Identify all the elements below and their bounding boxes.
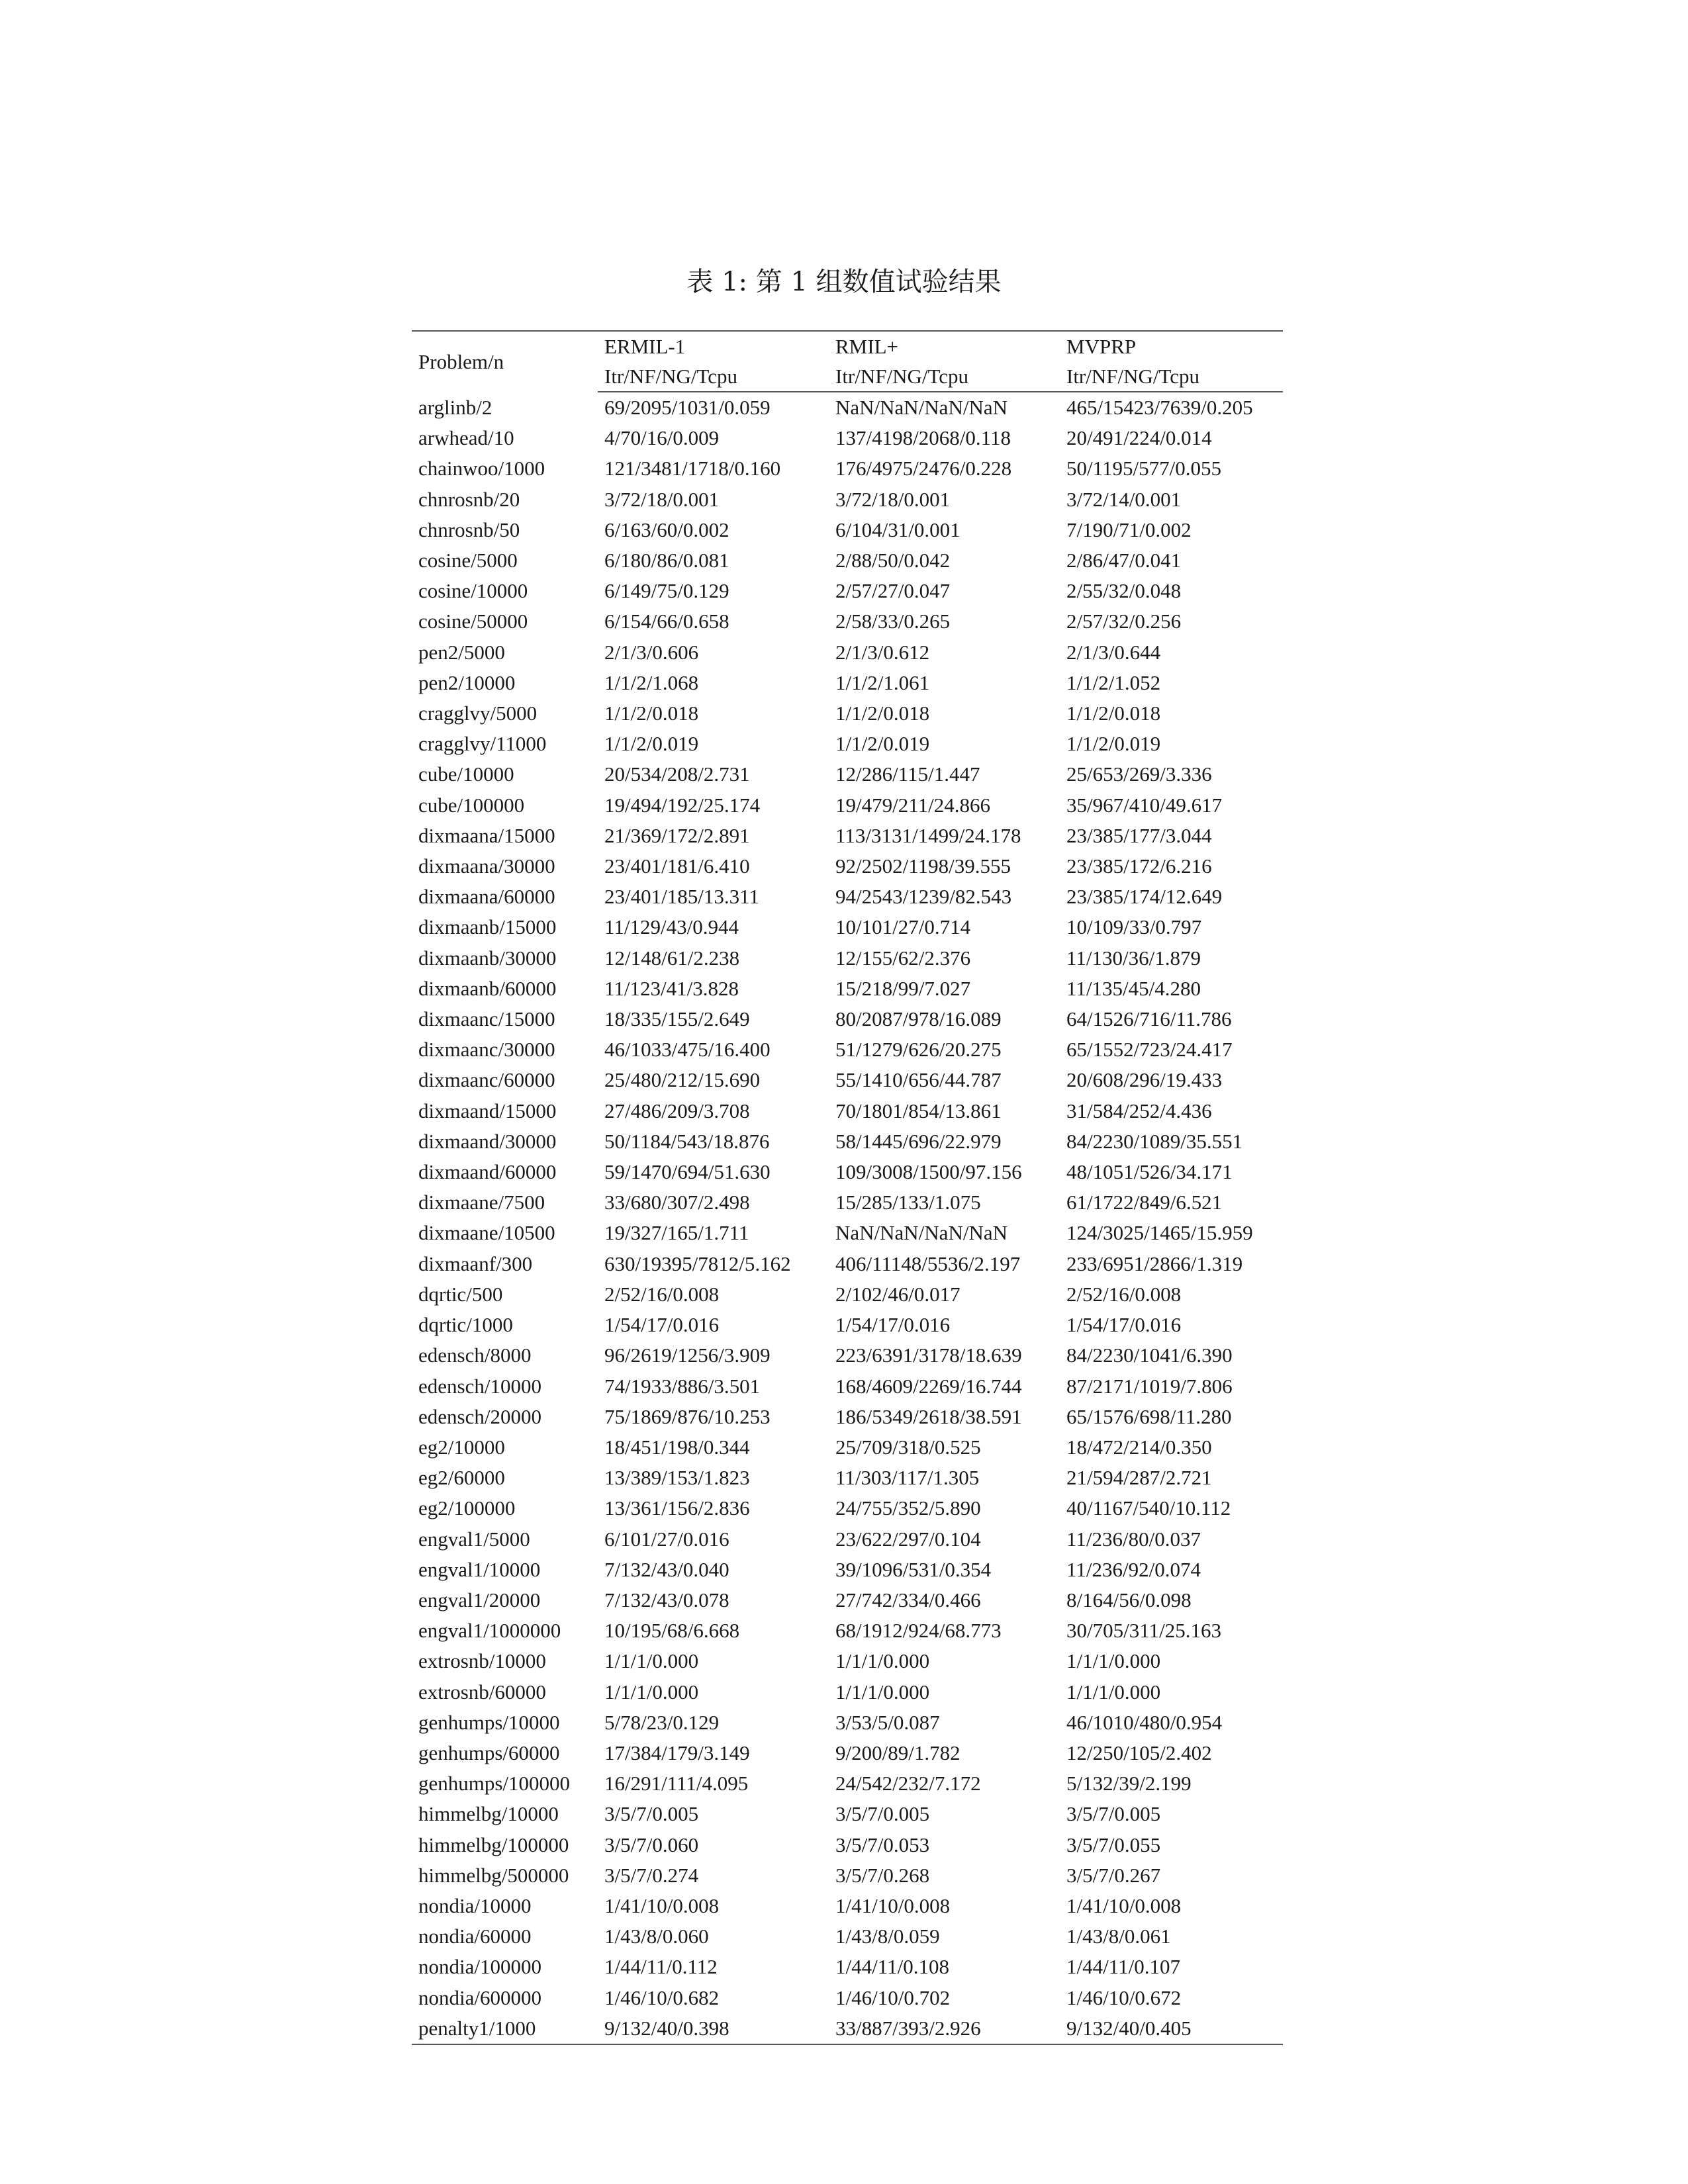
table-header xyxy=(412,331,1283,392)
cell-mvprp: 11/236/92/0.074 xyxy=(1066,1557,1201,1581)
cell-rmil-plus: 92/2502/1198/39.555 xyxy=(835,854,1011,878)
cell-ermil-1: 6/149/75/0.129 xyxy=(604,579,729,603)
cell-problem: dixmaana/15000 xyxy=(418,823,555,847)
cell-mvprp: 84/2230/1089/35.551 xyxy=(1066,1129,1243,1153)
cell-mvprp: 1/1/1/0.000 xyxy=(1066,1680,1161,1704)
cell-mvprp: 23/385/177/3.044 xyxy=(1066,823,1212,847)
cell-ermil-1: 13/389/153/1.823 xyxy=(604,1466,750,1490)
cell-rmil-plus: 94/2543/1239/82.543 xyxy=(835,885,1012,909)
cell-mvprp: 2/52/16/0.008 xyxy=(1066,1282,1182,1306)
cell-ermil-1: 1/43/8/0.060 xyxy=(604,1925,709,1948)
cell-mvprp: 65/1552/723/24.417 xyxy=(1066,1038,1233,1062)
cell-ermil-1: 11/129/43/0.944 xyxy=(604,915,739,939)
cell-rmil-plus: 3/53/5/0.087 xyxy=(835,1710,940,1734)
cell-problem: nondia/600000 xyxy=(418,1985,541,2009)
cell-rmil-plus: 3/72/18/0.001 xyxy=(835,487,951,511)
cell-ermil-1: 74/1933/886/3.501 xyxy=(604,1374,761,1398)
cell-mvprp: 20/608/296/19.433 xyxy=(1066,1068,1223,1092)
cell-rmil-plus: 55/1410/656/44.787 xyxy=(835,1068,1002,1092)
table-row xyxy=(412,1768,1283,1799)
cell-problem: chnrosnb/50 xyxy=(418,518,520,541)
cell-problem: genhumps/60000 xyxy=(418,1741,560,1764)
cell-rmil-plus: 1/1/2/1.061 xyxy=(835,670,930,694)
cell-rmil-plus: 2/58/33/0.265 xyxy=(835,610,951,633)
cell-rmil-plus: 1/43/8/0.059 xyxy=(835,1925,940,1948)
cell-problem: arglinb/2 xyxy=(418,395,492,419)
cell-mvprp: 1/1/2/0.019 xyxy=(1066,732,1161,756)
cell-problem: dixmaand/60000 xyxy=(418,1160,557,1184)
cell-mvprp: 30/705/311/25.163 xyxy=(1066,1619,1221,1643)
cell-mvprp: 65/1576/698/11.280 xyxy=(1066,1404,1232,1428)
cell-ermil-1: 17/384/179/3.149 xyxy=(604,1741,750,1764)
table-row xyxy=(412,1555,1283,1585)
cell-mvprp: 11/135/45/4.280 xyxy=(1066,976,1201,1000)
cell-ermil-1: 5/78/23/0.129 xyxy=(604,1710,720,1734)
cell-ermil-1: 1/1/1/0.000 xyxy=(604,1680,699,1704)
table-row xyxy=(412,974,1283,1004)
table-row xyxy=(412,1860,1283,1891)
cell-mvprp: 23/385/172/6.216 xyxy=(1066,854,1212,878)
cell-mvprp: 3/5/7/0.267 xyxy=(1066,1863,1161,1887)
table-row xyxy=(412,912,1283,942)
table-row xyxy=(412,759,1283,790)
cell-mvprp: 23/385/174/12.649 xyxy=(1066,885,1223,909)
cell-problem: dixmaana/60000 xyxy=(418,885,555,909)
cell-ermil-1: 6/180/86/0.081 xyxy=(604,549,729,572)
cell-mvprp: 2/1/3/0.644 xyxy=(1066,640,1161,664)
cell-problem: engval1/1000000 xyxy=(418,1619,561,1643)
table-row xyxy=(412,668,1283,698)
table-row xyxy=(412,1983,1283,2013)
cell-ermil-1: 1/41/10/0.008 xyxy=(604,1893,720,1917)
cell-ermil-1: 10/195/68/6.668 xyxy=(604,1619,740,1643)
cell-problem: cragglvy/5000 xyxy=(418,702,538,725)
cell-mvprp: 10/109/33/0.797 xyxy=(1066,915,1202,939)
table-row xyxy=(412,821,1283,851)
cell-rmil-plus: 2/102/46/0.017 xyxy=(835,1282,961,1306)
cell-problem: cragglvy/11000 xyxy=(418,732,547,756)
cell-problem: dixmaanf/300 xyxy=(418,1251,533,1275)
cell-mvprp: 233/6951/2866/1.319 xyxy=(1066,1251,1243,1275)
cell-mvprp: 84/2230/1041/6.390 xyxy=(1066,1343,1233,1367)
cell-problem: himmelbg/10000 xyxy=(418,1802,559,1826)
cell-ermil-1: 9/132/40/0.398 xyxy=(598,2013,829,2044)
cell-rmil-plus: 2/1/3/0.612 xyxy=(835,640,930,664)
cell-mvprp: 2/57/32/0.256 xyxy=(1066,610,1182,633)
table-row xyxy=(412,1952,1283,1982)
cell-ermil-1: 13/361/156/2.836 xyxy=(604,1496,750,1520)
table-row xyxy=(412,1738,1283,1768)
cell-ermil-1: 1/44/11/0.112 xyxy=(604,1955,718,1979)
table-body xyxy=(412,392,1283,2044)
cell-ermil-1: 75/1869/876/10.253 xyxy=(604,1404,771,1428)
cell-rmil-plus: 15/285/133/1.075 xyxy=(835,1191,981,1214)
cell-problem: eg2/100000 xyxy=(418,1496,516,1520)
cell-mvprp: 46/1010/480/0.954 xyxy=(1066,1710,1223,1734)
cell-ermil-1: 7/132/43/0.078 xyxy=(604,1588,729,1612)
cell-problem: arwhead/10 xyxy=(418,426,514,450)
cell-ermil-1: 121/3481/1718/0.160 xyxy=(604,457,781,480)
cell-mvprp: 1/54/17/0.016 xyxy=(1066,1313,1182,1337)
cell-ermil-1: 18/451/198/0.344 xyxy=(604,1435,750,1459)
cell-rmil-plus: 1/1/1/0.000 xyxy=(835,1680,930,1704)
cell-ermil-1: 3/5/7/0.005 xyxy=(604,1802,699,1826)
cell-rmil-plus: 137/4198/2068/0.118 xyxy=(835,426,1011,450)
cell-mvprp: 64/1526/716/11.786 xyxy=(1066,1007,1232,1031)
cell-rmil-plus: 223/6391/3178/18.639 xyxy=(835,1343,1022,1367)
cell-rmil-plus: 11/303/117/1.305 xyxy=(835,1466,980,1490)
cell-ermil-1: 23/401/181/6.410 xyxy=(604,854,750,878)
cell-ermil-1: 46/1033/475/16.400 xyxy=(604,1038,771,1062)
cell-rmil-plus: 1/1/2/0.019 xyxy=(835,732,930,756)
cell-rmil-plus: 70/1801/854/13.861 xyxy=(835,1099,1002,1122)
cell-problem: edensch/10000 xyxy=(418,1374,541,1398)
table-row xyxy=(412,637,1283,668)
cell-ermil-1: 630/19395/7812/5.162 xyxy=(604,1251,791,1275)
table-row xyxy=(412,1157,1283,1187)
cell-mvprp: 1/1/1/0.000 xyxy=(1066,1649,1161,1673)
cell-mvprp: 1/41/10/0.008 xyxy=(1066,1893,1182,1917)
table-row xyxy=(412,1921,1283,1952)
cell-mvprp: 40/1167/540/10.112 xyxy=(1066,1496,1231,1520)
table-row xyxy=(412,1004,1283,1034)
table-row xyxy=(412,1279,1283,1310)
cell-rmil-plus: 3/5/7/0.053 xyxy=(835,1833,930,1856)
cell-problem: engval1/20000 xyxy=(418,1588,541,1612)
cell-rmil-plus: 1/44/11/0.108 xyxy=(835,1955,949,1979)
cell-problem: dixmaanc/15000 xyxy=(418,1007,555,1031)
cell-problem: dixmaane/10500 xyxy=(418,1221,555,1245)
cell-rmil-plus: 1/1/1/0.000 xyxy=(835,1649,930,1673)
cell-ermil-1: 16/291/111/4.095 xyxy=(604,1772,749,1796)
cell-problem: extrosnb/10000 xyxy=(418,1649,546,1673)
cell-rmil-plus: NaN/NaN/NaN/NaN xyxy=(835,1221,1008,1245)
cell-ermil-1: 1/1/2/0.019 xyxy=(604,732,699,756)
cell-rmil-plus: 9/200/89/1.782 xyxy=(835,1741,961,1764)
table-row xyxy=(412,1585,1283,1615)
cell-problem: cosine/50000 xyxy=(418,610,528,633)
table-row xyxy=(412,1340,1283,1371)
cell-problem: dixmaanb/60000 xyxy=(418,976,557,1000)
table-row xyxy=(412,943,1283,974)
cell-rmil-plus: 80/2087/978/16.089 xyxy=(835,1007,1002,1031)
cell-mvprp: 18/472/214/0.350 xyxy=(1066,1435,1212,1459)
cell-rmil-plus: 113/3131/1499/24.178 xyxy=(835,823,1021,847)
cell-problem: dqrtic/1000 xyxy=(418,1313,513,1337)
cell-problem: chainwoo/1000 xyxy=(418,457,545,480)
cell-ermil-1: 6/154/66/0.658 xyxy=(604,610,729,633)
cell-mvprp: 1/43/8/0.061 xyxy=(1066,1925,1171,1948)
cell-mvprp: 124/3025/1465/15.959 xyxy=(1066,1221,1253,1245)
cell-ermil-1: 2/1/3/0.606 xyxy=(604,640,699,664)
cell-ermil-1: 33/680/307/2.498 xyxy=(604,1191,750,1214)
cell-ermil-1: 1/46/10/0.682 xyxy=(604,1985,720,2009)
cell-ermil-1: 3/5/7/0.274 xyxy=(604,1863,699,1887)
cell-rmil-plus: 1/1/2/0.018 xyxy=(835,702,930,725)
cell-rmil-plus: 25/709/318/0.525 xyxy=(835,1435,981,1459)
cell-rmil-plus: 24/542/232/7.172 xyxy=(835,1772,981,1796)
cell-problem: dixmaana/30000 xyxy=(418,854,555,878)
cell-problem: himmelbg/100000 xyxy=(418,1833,569,1856)
cell-ermil-1: 69/2095/1031/0.059 xyxy=(604,396,771,419)
table-row xyxy=(412,392,1283,423)
cell-rmil-plus: 33/887/393/2.926 xyxy=(829,2013,1060,2044)
cell-problem: dqrtic/500 xyxy=(418,1282,503,1306)
cell-rmil-plus: 109/3008/1500/97.156 xyxy=(835,1160,1022,1184)
cell-ermil-1: 23/401/185/13.311 xyxy=(604,885,759,909)
cell-ermil-1: 50/1184/543/18.876 xyxy=(604,1129,770,1153)
cell-ermil-1: 1/54/17/0.016 xyxy=(604,1313,720,1337)
cell-problem: nondia/100000 xyxy=(418,1955,541,1979)
cell-rmil-plus: 2/57/27/0.047 xyxy=(835,579,951,603)
cell-ermil-1: 21/369/172/2.891 xyxy=(604,823,750,847)
cell-problem: penalty1/1000 xyxy=(412,2013,598,2044)
table-row xyxy=(412,1310,1283,1340)
cell-rmil-plus: 1/46/10/0.702 xyxy=(835,1985,951,2009)
table-row xyxy=(412,484,1283,515)
cell-ermil-1: 2/52/16/0.008 xyxy=(604,1282,720,1306)
cell-ermil-1: 96/2619/1256/3.909 xyxy=(604,1343,771,1367)
table-row xyxy=(412,1493,1283,1524)
cell-problem: chnrosnb/20 xyxy=(418,487,520,511)
cell-rmil-plus: 10/101/27/0.714 xyxy=(835,915,971,939)
table-row xyxy=(412,545,1283,576)
cell-rmil-plus: 176/4975/2476/0.228 xyxy=(835,457,1012,480)
cell-mvprp: 9/132/40/0.405 xyxy=(1060,2013,1283,2044)
cell-rmil-plus: 27/742/334/0.466 xyxy=(835,1588,981,1612)
table-row xyxy=(412,1096,1283,1126)
cell-mvprp: 1/1/2/0.018 xyxy=(1066,702,1161,725)
cell-problem: genhumps/100000 xyxy=(418,1772,571,1796)
cell-mvprp: 12/250/105/2.402 xyxy=(1066,1741,1212,1764)
cell-ermil-1: 7/132/43/0.040 xyxy=(604,1557,729,1581)
table-row xyxy=(412,698,1283,729)
table-row xyxy=(412,453,1283,484)
cell-ermil-1: 6/163/60/0.002 xyxy=(604,518,729,541)
table-row xyxy=(412,1065,1283,1095)
cell-ermil-1: 20/534/208/2.731 xyxy=(604,762,750,786)
cell-problem: dixmaanb/30000 xyxy=(418,946,557,970)
cell-rmil-plus: 58/1445/696/22.979 xyxy=(835,1129,1002,1153)
cell-problem: dixmaand/30000 xyxy=(418,1129,557,1153)
cell-mvprp: 25/653/269/3.336 xyxy=(1066,762,1212,786)
cell-mvprp: 3/5/7/0.005 xyxy=(1066,1802,1161,1826)
cell-problem: eg2/10000 xyxy=(418,1435,505,1459)
table-row xyxy=(412,1677,1283,1707)
cell-mvprp: 31/584/252/4.436 xyxy=(1066,1099,1212,1122)
cell-mvprp: 2/55/32/0.048 xyxy=(1066,579,1182,603)
cell-problem: dixmaane/7500 xyxy=(418,1191,545,1214)
cell-ermil-1: 18/335/155/2.649 xyxy=(604,1007,750,1031)
cell-problem: edensch/8000 xyxy=(418,1343,532,1367)
cell-problem: extrosnb/60000 xyxy=(418,1680,546,1704)
table-row xyxy=(412,1126,1283,1157)
table-row xyxy=(412,1524,1283,1555)
table-row xyxy=(412,1249,1283,1279)
table-row xyxy=(412,1402,1283,1432)
results-table-container xyxy=(412,330,1283,2045)
cell-mvprp: 11/130/36/1.879 xyxy=(1066,946,1201,970)
cell-rmil-plus: 1/54/17/0.016 xyxy=(835,1313,951,1337)
cell-mvprp: 50/1195/577/0.055 xyxy=(1066,457,1221,480)
results-table xyxy=(412,330,1283,2045)
cell-rmil-plus: 406/11148/5536/2.197 xyxy=(835,1251,1021,1275)
cell-ermil-1: 4/70/16/0.009 xyxy=(604,426,720,450)
table-row xyxy=(412,851,1283,882)
cell-mvprp: 8/164/56/0.098 xyxy=(1066,1588,1192,1612)
cell-rmil-plus: 186/5349/2618/38.591 xyxy=(835,1404,1022,1428)
table-row xyxy=(412,1187,1283,1218)
table-row xyxy=(412,1830,1283,1860)
cell-problem: cosine/5000 xyxy=(418,549,518,572)
cell-problem: nondia/10000 xyxy=(418,1893,532,1917)
table-row xyxy=(412,1646,1283,1676)
table-row xyxy=(412,1371,1283,1402)
cell-rmil-plus: 2/88/50/0.042 xyxy=(835,549,951,572)
cell-problem: himmelbg/500000 xyxy=(418,1863,569,1887)
table-caption: 表 1: 第 1 组数值试验结果 xyxy=(686,267,1002,297)
cell-ermil-1: 59/1470/694/51.630 xyxy=(604,1160,771,1184)
cell-ermil-1: 27/486/209/3.708 xyxy=(604,1099,750,1122)
cell-mvprp: 465/15423/7639/0.205 xyxy=(1066,396,1253,419)
cell-problem: dixmaanc/30000 xyxy=(418,1038,555,1062)
cell-problem: edensch/20000 xyxy=(418,1404,541,1428)
cell-ermil-1: 3/5/7/0.060 xyxy=(604,1833,699,1856)
table-row xyxy=(412,606,1283,637)
cell-mvprp: 11/236/80/0.037 xyxy=(1066,1527,1201,1551)
cell-rmil-plus: 39/1096/531/0.354 xyxy=(835,1557,992,1581)
cell-rmil-plus: 3/5/7/0.268 xyxy=(835,1863,930,1887)
cell-rmil-plus: 68/1912/924/68.773 xyxy=(835,1619,1002,1643)
table-row xyxy=(412,1218,1283,1248)
table-row xyxy=(412,1432,1283,1463)
cell-ermil-1: 1/1/1/0.000 xyxy=(604,1649,699,1673)
cell-problem: nondia/60000 xyxy=(418,1925,532,1948)
cell-problem: genhumps/10000 xyxy=(418,1710,560,1734)
cell-ermil-1: 19/494/192/25.174 xyxy=(604,793,761,817)
cell-ermil-1: 1/1/2/1.068 xyxy=(604,670,699,694)
cell-mvprp: 3/72/14/0.001 xyxy=(1066,487,1182,511)
cell-rmil-plus: 6/104/31/0.001 xyxy=(835,518,961,541)
cell-rmil-plus: 19/479/211/24.866 xyxy=(835,793,990,817)
table-row xyxy=(412,790,1283,821)
table-row xyxy=(412,1034,1283,1065)
header-method-ermil-1: ERMIL-1 xyxy=(598,331,829,362)
table-row xyxy=(412,1707,1283,1738)
cell-problem: engval1/5000 xyxy=(418,1527,530,1551)
cell-mvprp: 87/2171/1019/7.806 xyxy=(1066,1374,1233,1398)
cell-mvprp: 7/190/71/0.002 xyxy=(1066,518,1192,541)
table-row xyxy=(412,576,1283,606)
table-row xyxy=(412,1463,1283,1493)
cell-rmil-plus: 3/5/7/0.005 xyxy=(835,1802,930,1826)
table-row xyxy=(412,729,1283,759)
table-row xyxy=(412,1891,1283,1921)
cell-problem: engval1/10000 xyxy=(418,1557,541,1581)
cell-problem: pen2/5000 xyxy=(418,640,505,664)
cell-rmil-plus: NaN/NaN/NaN/NaN xyxy=(835,396,1008,419)
table-row xyxy=(412,515,1283,545)
cell-problem: dixmaanc/60000 xyxy=(418,1068,555,1092)
cell-rmil-plus: 12/286/115/1.447 xyxy=(835,762,980,786)
header-metric-ermil-1: Itr/NF/NG/Tcpu xyxy=(598,362,829,392)
cell-problem: eg2/60000 xyxy=(418,1466,505,1490)
cell-problem: cube/10000 xyxy=(418,762,514,786)
cell-mvprp: 21/594/287/2.721 xyxy=(1066,1466,1212,1490)
cell-problem: dixmaanb/15000 xyxy=(418,915,557,939)
cell-ermil-1: 11/123/41/3.828 xyxy=(604,976,739,1000)
cell-mvprp: 3/5/7/0.055 xyxy=(1066,1833,1161,1856)
cell-ermil-1: 6/101/27/0.016 xyxy=(604,1527,729,1551)
cell-rmil-plus: 24/755/352/5.890 xyxy=(835,1496,981,1520)
cell-mvprp: 20/491/224/0.014 xyxy=(1066,426,1212,450)
cell-rmil-plus: 12/155/62/2.376 xyxy=(835,946,971,970)
cell-mvprp: 5/132/39/2.199 xyxy=(1066,1772,1192,1796)
cell-mvprp: 1/1/2/1.052 xyxy=(1066,670,1161,694)
header-metric-rmil-plus: Itr/NF/NG/Tcpu xyxy=(829,362,1060,392)
cell-rmil-plus: 1/41/10/0.008 xyxy=(835,1893,951,1917)
header-problem: Problem/n xyxy=(412,331,598,392)
cell-mvprp: 61/1722/849/6.521 xyxy=(1066,1191,1223,1214)
table-row xyxy=(412,1615,1283,1646)
cell-rmil-plus: 51/1279/626/20.275 xyxy=(835,1038,1002,1062)
cell-mvprp: 2/86/47/0.041 xyxy=(1066,549,1182,572)
cell-problem: dixmaand/15000 xyxy=(418,1099,557,1122)
cell-rmil-plus: 15/218/99/7.027 xyxy=(835,976,971,1000)
cell-ermil-1: 3/72/18/0.001 xyxy=(604,487,720,511)
cell-rmil-plus: 23/622/297/0.104 xyxy=(835,1527,981,1551)
cell-problem: cube/100000 xyxy=(418,793,525,817)
header-method-rmil-plus: RMIL+ xyxy=(829,331,1060,362)
header-metric-mvprp: Itr/NF/NG/Tcpu xyxy=(1060,362,1283,392)
cell-mvprp: 48/1051/526/34.171 xyxy=(1066,1160,1233,1184)
table-row xyxy=(412,423,1283,453)
header-method-mvprp: MVPRP xyxy=(1060,331,1283,362)
table-row xyxy=(412,882,1283,912)
cell-ermil-1: 19/327/165/1.711 xyxy=(604,1221,749,1245)
cell-mvprp: 1/46/10/0.672 xyxy=(1066,1985,1182,2009)
cell-rmil-plus: 168/4609/2269/16.744 xyxy=(835,1374,1022,1398)
cell-problem: pen2/10000 xyxy=(418,670,516,694)
cell-mvprp: 35/967/410/49.617 xyxy=(1066,793,1223,817)
cell-ermil-1: 12/148/61/2.238 xyxy=(604,946,740,970)
table-row xyxy=(412,1799,1283,1829)
cell-problem: cosine/10000 xyxy=(418,579,528,603)
cell-mvprp: 1/44/11/0.107 xyxy=(1066,1955,1180,1979)
table-row xyxy=(412,2013,1283,2044)
cell-ermil-1: 25/480/212/15.690 xyxy=(604,1068,761,1092)
cell-ermil-1: 1/1/2/0.018 xyxy=(604,702,699,725)
